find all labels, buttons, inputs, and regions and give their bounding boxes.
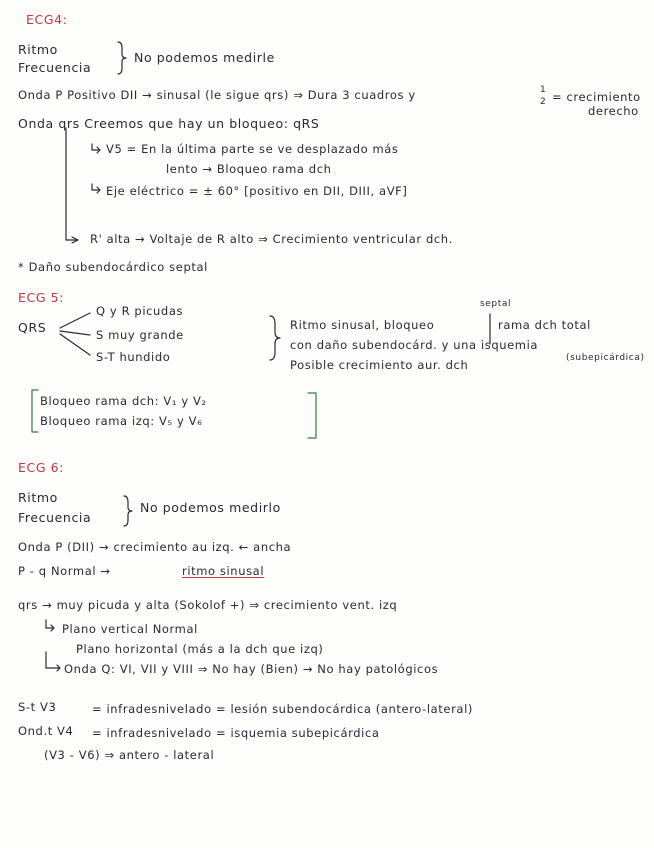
onda-qrs-line: Onda qrs Creemos que hay un bloqueo: qRS [18,116,320,131]
plano-horizontal-line: Plano horizontal (más a la dch que izq) [76,642,324,656]
v3-v6-line: (V3 - V6) ⇒ antero - lateral [44,748,215,762]
r-alta-line: R' alta → Voltaje de R alto ⇒ Crecimiento ventricular dch. [90,232,453,246]
ond-t-v4-text: = infradesnivelado = isquemia subepicárdica [92,726,380,740]
subepicardica-note: (subepicárdica) [566,353,645,363]
arrow-v5 [92,144,100,153]
branch-q-r [60,313,90,328]
branch-s [60,331,90,335]
q-r-picudas: Q y R picudas [96,304,184,318]
eje-line: Eje eléctrico = ± 60° [positivo en DII, DIII, aVF] [106,184,408,198]
v5-line-1: V5 = En la última parte se ve desplazado más [106,142,399,156]
brace-ritmo-ecg4 [118,42,126,74]
dano-line: * Daño subendocárdico septal [18,260,208,274]
septal-insert: septal [480,299,512,309]
ecg5-title: ECG 5: [18,290,65,305]
st-v3-label: S-t V3 [18,700,57,714]
frecuencia6-label: Frecuencia [18,510,92,525]
onda-p6-line: Onda P (DII) → crecimiento au izq. ← ancha [18,540,292,554]
onda-p-line: Onda P Positivo DII → sinusal (le sigue qrs) ⇒ Dura 3 cuadros y [18,88,416,102]
tree-line-ecg4 [66,128,78,240]
posible-crecimiento: Posible crecimiento aur. dch [290,358,469,372]
plano-vertical-line: Plano vertical Normal [62,622,198,636]
no-medirlo-text: No podemos medirlo [140,500,281,515]
st-v3-text: = infradesnivelado = lesión subendocárdica (antero-lateral) [92,702,473,716]
ritmo-label: Ritmo [18,42,58,57]
st-hundido: S-T hundido [96,350,171,364]
rama-total: rama dch total [498,318,591,332]
fraction-numerator: 1 [540,85,547,95]
branch-st [60,334,90,355]
con-dano: con daño subendocárd. y una isquemia [290,338,539,352]
bloqueo-dch-line: Bloqueo rama dch: V₁ y V₂ [40,394,207,408]
derecho-text: derecho [588,104,639,118]
ecg4-title: ECG4: [26,12,68,27]
green-bracket-left [32,390,38,432]
pq-line: P - q Normal → [18,564,111,578]
ond-t-v4-label: Ond.t V4 [18,724,74,738]
qrs-label: QRS [18,320,47,335]
ritmo-sinusal-underlined: ritmo sinusal [182,564,265,578]
v5-line-2: lento → Bloqueo rama dch [166,162,332,176]
ritmo6-label: Ritmo [18,490,58,505]
green-bracket-right [308,393,316,438]
frecuencia-label: Frecuencia [18,60,92,75]
bloqueo-izq-line: Bloqueo rama izq: V₅ y V₆ [40,414,203,428]
ritmo-sinusal-bloqueo: Ritmo sinusal, bloqueo [290,318,435,332]
brace-ecg5 [270,316,280,360]
no-medirle-text: No podemos medirle [134,50,275,65]
fraction-denominator: 2 [540,97,547,107]
arrow-onda-q [46,652,60,671]
onda-q-line: Onda Q: VI, VII y VIII ⇒ No hay (Bien) → No hay patológicos [64,662,439,676]
brace-ritmo-ecg6 [124,496,132,526]
arrow-eje [92,184,100,193]
qrs6-line: qrs → muy picuda y alta (Sokolof +) ⇒ crecimiento vent. izq [18,598,398,612]
arrow-plano [46,620,54,631]
s-muy-grande: S muy grande [96,328,184,342]
ecg6-title: ECG 6: [18,460,65,475]
crecimiento-text: = crecimiento [552,90,641,104]
